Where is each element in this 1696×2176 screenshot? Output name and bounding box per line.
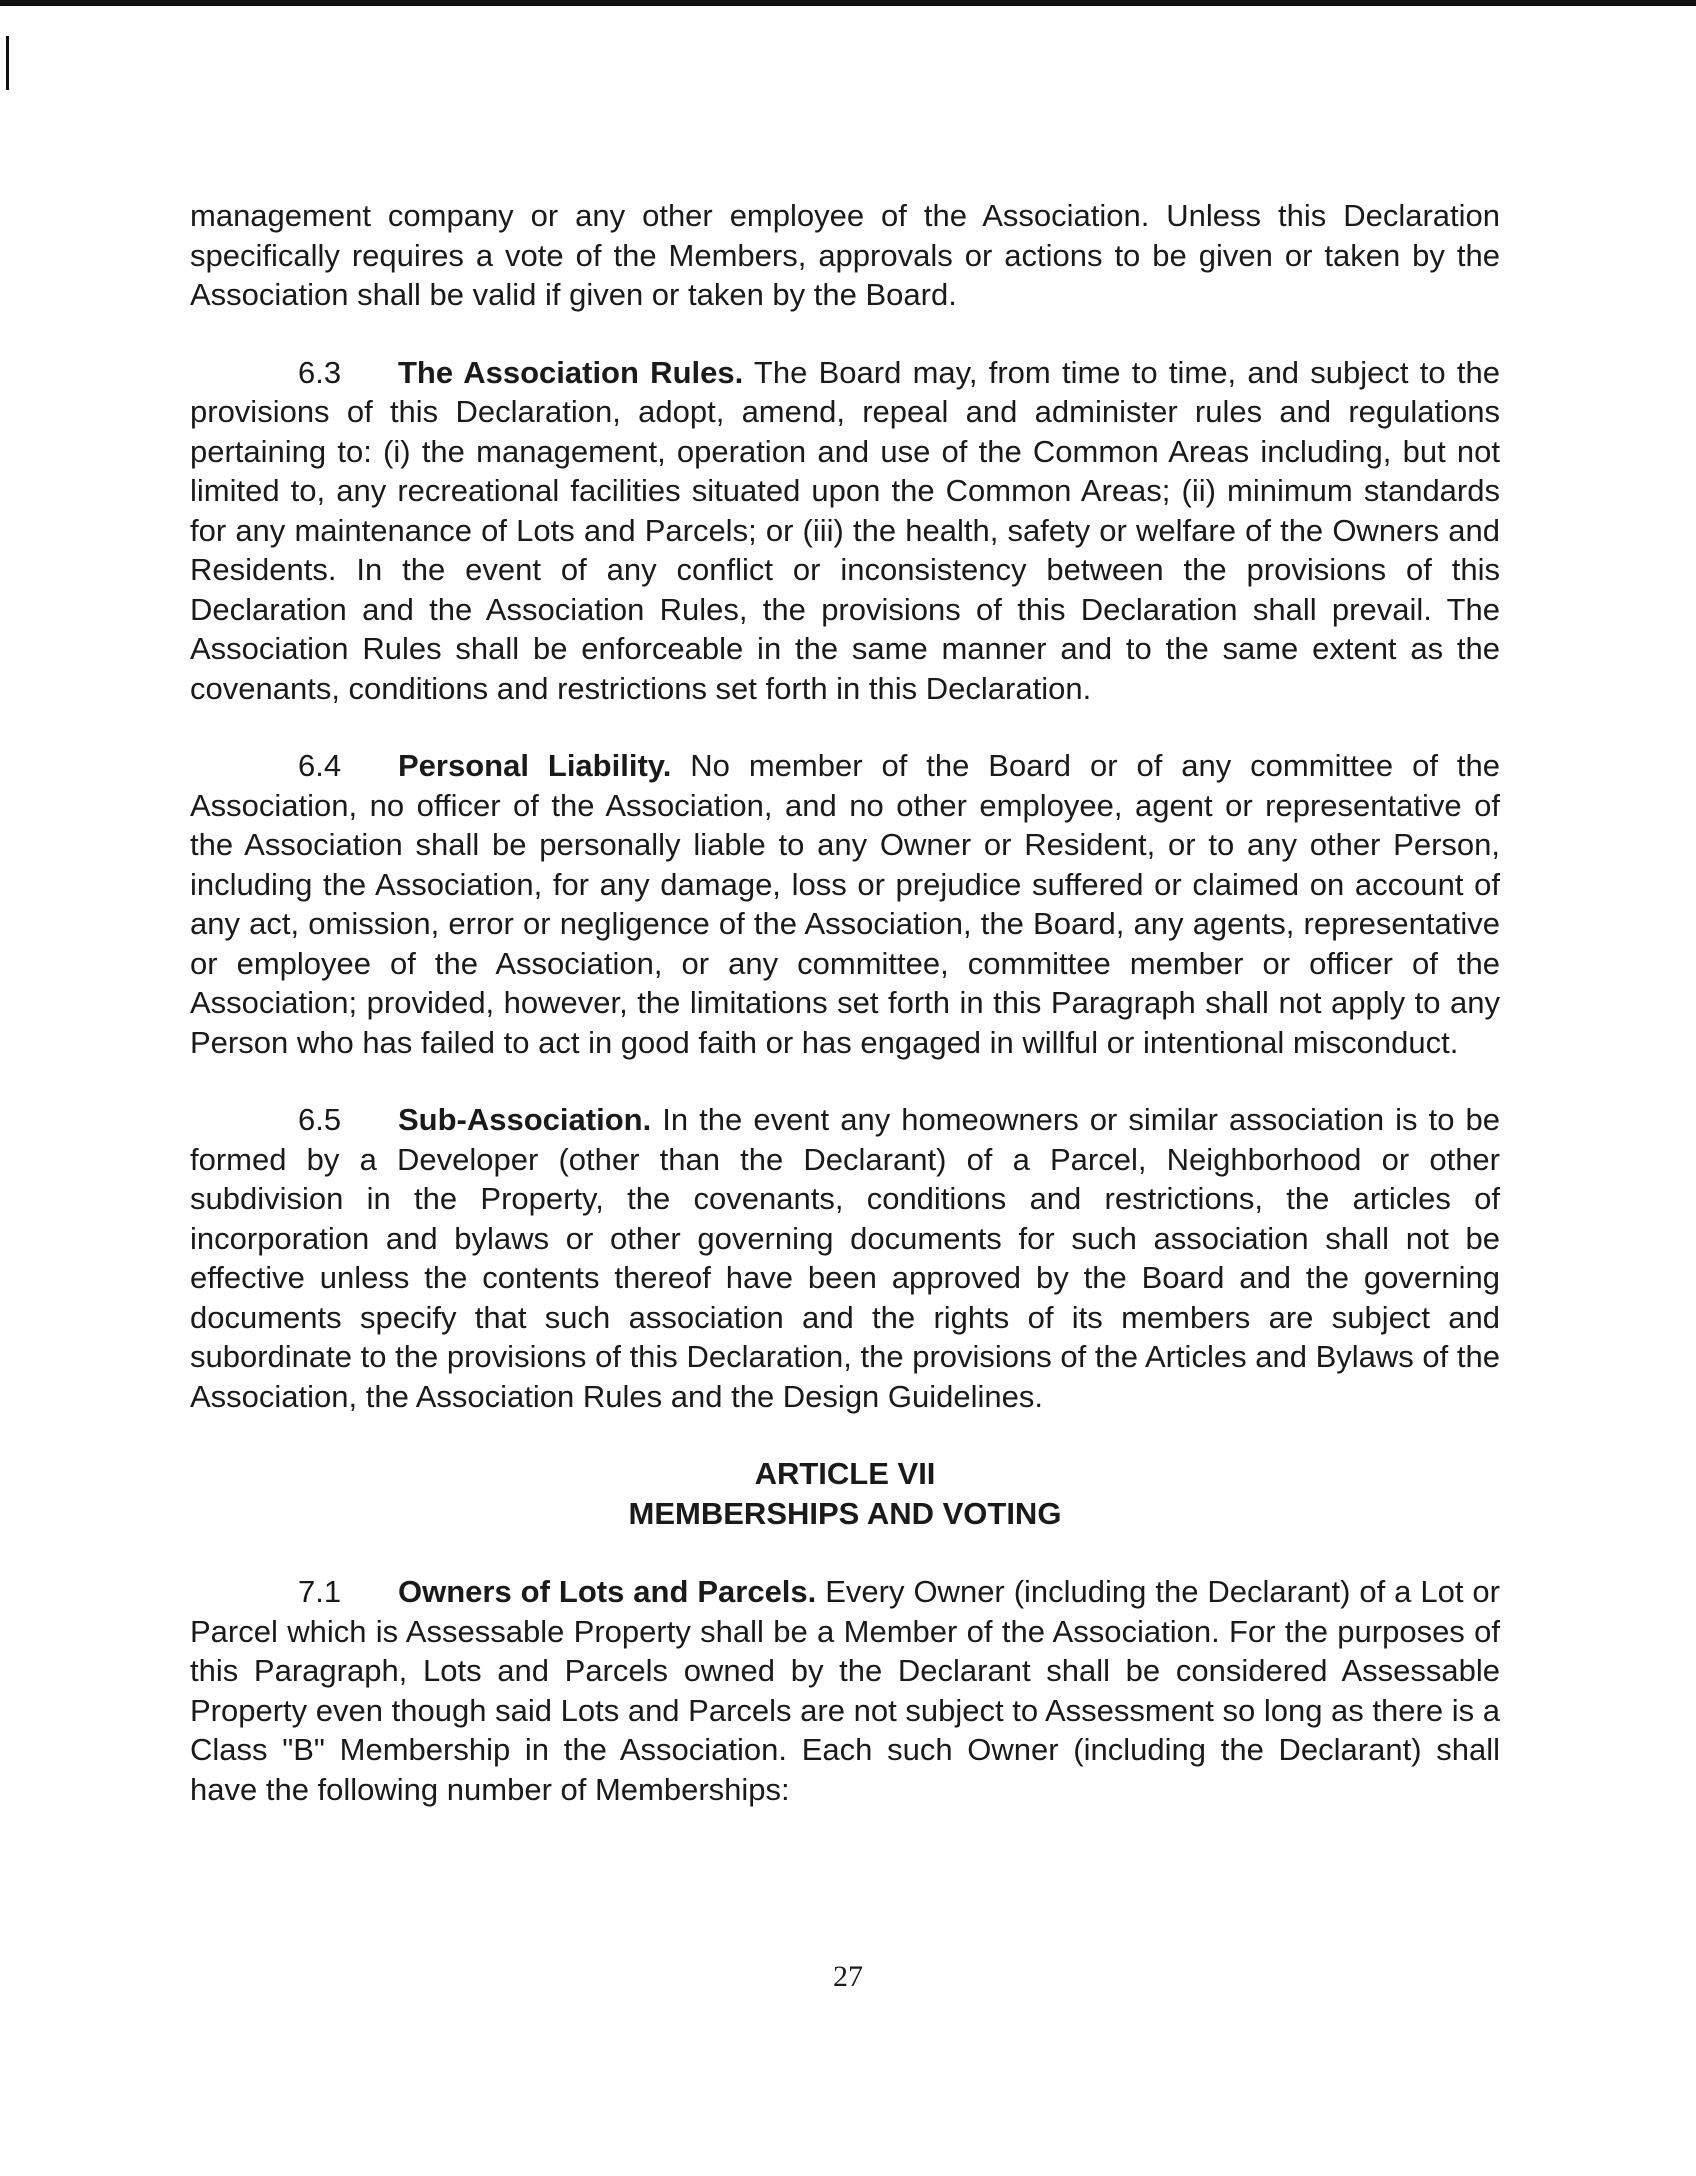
section-7-1 bbox=[190, 1572, 1500, 1809]
section-6-5 bbox=[190, 1100, 1500, 1416]
section-number: 6.5 bbox=[298, 1102, 342, 1137]
section-title: Personal Liability. bbox=[398, 748, 672, 783]
scan-border-top bbox=[0, 0, 1696, 6]
section-number: 6.3 bbox=[298, 354, 342, 390]
section-body: In the event any homeowners or similar association is to be formed by a Developer (other than the Declarant) of a Parcel, Neighborhood or other subdivision in the Property, the covenants, conditions and restrictions, the articles of incorporation and bylaws or other governing documents for such association shall not be effective unless the contents thereof have been approved by the Board and the governing documents specify that such association and the rights of its members are subject and subordinate to the provisions of this Declaration, the provisions of the Articles and Bylaws of the Association, the Association Rules and the Design Guidelines. bbox=[190, 1102, 1500, 1414]
document-page bbox=[190, 196, 1500, 1809]
page-number: 27 bbox=[833, 1960, 863, 1993]
article-heading bbox=[190, 1454, 1500, 1534]
section-6-3 bbox=[190, 353, 1500, 709]
article-title: MEMBERSHIPS AND VOTING bbox=[628, 1496, 1062, 1531]
section-number: 7.1 bbox=[298, 1574, 342, 1609]
section-title: The Association Rules. bbox=[398, 354, 744, 390]
article-number: ARTICLE VII bbox=[754, 1456, 936, 1491]
section-body: The Board may, from time to time, and subject to the provisions of this Declaration, adopt, amend, repeal and administer rules and regulations pertaining to: (i) the management, operation and use of the Common Areas including, but not limited to, any recreational facilities situated upon the Common Areas; (ii) minimum standards for any maintenance of Lots and Parcels; or (iii) the health, safety or welfare of the Owners and Residents. In the event of any conflict or inconsistency between the provisions of this Declaration and the Association Rules, the provisions of this Declaration shall prevail. The Association Rules shall be enforceable in the same manner and to the same extent as the covenants, conditions and restrictions set forth in this Declaration. bbox=[190, 354, 1500, 706]
section-title: Sub-Association. bbox=[398, 1102, 652, 1137]
scan-edge-mark bbox=[6, 36, 9, 90]
section-body: Every Owner (including the Declarant) of a Lot or Parcel which is Assessable Property shall be a Member of the Association. For the purposes of this Paragraph, Lots and Parcels owned by the Declarant shall be considered Assessable Property even though said Lots and Parcels are not subject to Assessment so long as there is a Class "B" Membership in the Association. Each such Owner (including the Declarant) shall have the following number of Memberships: bbox=[190, 1574, 1500, 1807]
section-title: Owners of Lots and Parcels. bbox=[398, 1574, 817, 1609]
section-body: No member of the Board or of any committee of the Association, no officer of the Association, and no other employee, agent or representative of the Association shall be personally liable to any Owner or Resident, or to any other Person, including the Association, for any damage, loss or prejudice suffered or claimed on account of any act, omission, error or negligence of the Association, the Board, any agents, representative or employee of the Association, or any committee, committee member or officer of the Association; provided, however, the limitations set forth in this Paragraph shall not apply to any Person who has failed to act in good faith or has engaged in willful or intentional misconduct. bbox=[190, 748, 1500, 1060]
section-number: 6.4 bbox=[298, 748, 342, 783]
intro-paragraph: management company or any other employee of the Association. Unless this Declaration specifically requires a vote of the Members, approvals or actions to be given or taken by the Association shall be valid if given or taken by the Board. bbox=[190, 198, 1500, 312]
section-6-4 bbox=[190, 746, 1500, 1062]
